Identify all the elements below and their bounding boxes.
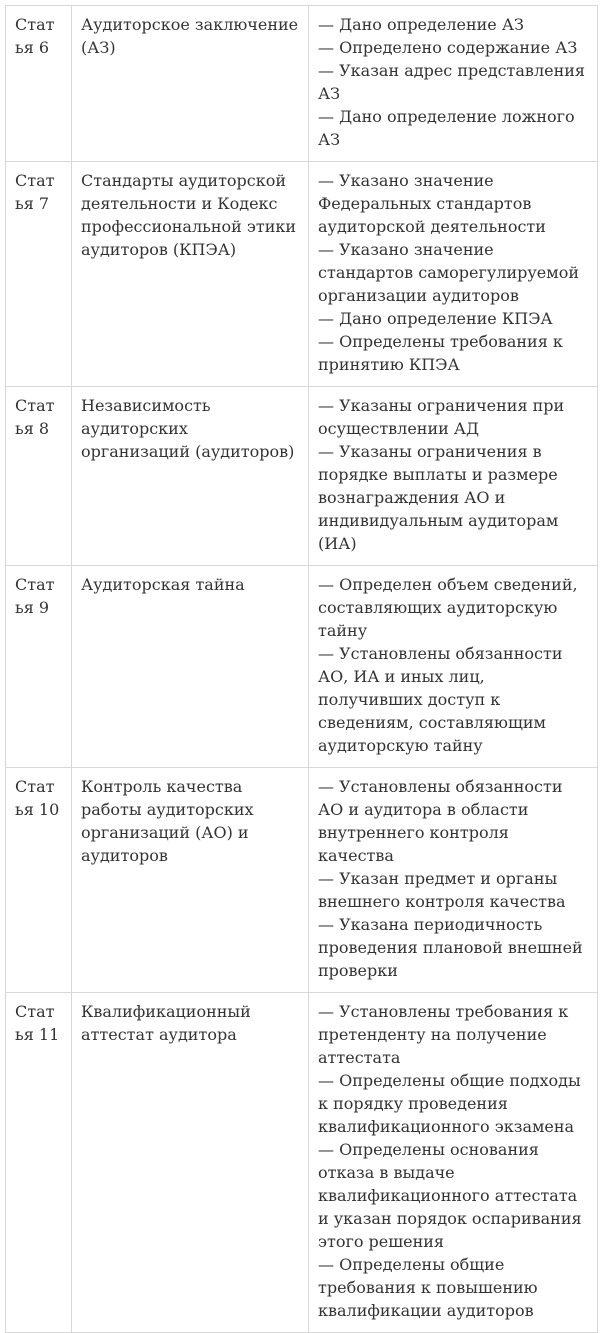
point-item: — Дано определение АЗ — [318, 15, 524, 34]
title-cell: Контроль качества работы аудиторских организаций (АО) и аудиторов — [72, 768, 309, 993]
point-item: — Указано значение стандартов саморегулируемой организации аудиторов — [318, 240, 580, 305]
points-cell — [309, 162, 598, 387]
table-row — [6, 993, 598, 1333]
title-cell: Аудиторская тайна — [72, 566, 309, 768]
point-item: — Установлены обязанности АО и аудитора в области внутреннего контроля качества — [318, 777, 563, 865]
point-item: — Определены основания отказа в выдаче квалификационного аттестата и указан порядок оспаривания этого решения — [318, 1140, 582, 1251]
point-item: — Указана периодичность проведения плановой внешней проверки — [318, 915, 583, 980]
points-cell — [309, 768, 598, 993]
point-item: — Установлены обязанности АО, ИА и иных лиц, получивших доступ к сведениям, составляющим аудиторскую тайну — [318, 644, 563, 755]
point-item: — Определены требования к принятию КПЭА — [318, 332, 563, 374]
point-item: — Определены общие требования к повышению квалификации аудиторов — [318, 1255, 538, 1320]
point-item: — Указано значение Федеральных стандартов аудиторской деятельности — [318, 171, 546, 236]
point-item: — Установлены требования к претенденту на получение аттестата — [318, 1002, 569, 1067]
article-cell: Статья 7 — [6, 162, 72, 387]
articles-table — [5, 5, 598, 1333]
point-item: — Дано определение КПЭА — [318, 309, 553, 328]
article-cell: Статья 8 — [6, 387, 72, 566]
point-item: — Определено содержание АЗ — [318, 38, 578, 57]
title-cell: Стандарты аудиторской деятельности и Кодекс профессиональной этики аудиторов (КПЭА) — [72, 162, 309, 387]
point-item: — Указан предмет и органы внешнего контроля качества — [318, 869, 566, 911]
point-item: — Определены общие подходы к порядку проведения квалификационного экзамена — [318, 1071, 581, 1136]
points-cell — [309, 566, 598, 768]
article-cell: Статья 10 — [6, 768, 72, 993]
article-cell: Статья 11 — [6, 993, 72, 1333]
table-row — [6, 162, 598, 387]
table-row — [6, 6, 598, 162]
article-cell: Статья 9 — [6, 566, 72, 768]
title-cell: Квалификационный аттестат аудитора — [72, 993, 309, 1333]
table-row — [6, 566, 598, 768]
points-cell — [309, 387, 598, 566]
articles-table-body — [6, 6, 598, 1333]
table-row — [6, 387, 598, 566]
point-item: — Указаны ограничения в порядке выплаты и размере вознаграждения АО и индивидуальным аудиторам (ИА) — [318, 442, 559, 553]
point-item: — Дано определение ложного АЗ — [318, 107, 575, 149]
title-cell: Независимость аудиторских организаций (аудиторов) — [72, 387, 309, 566]
points-cell — [309, 993, 598, 1333]
point-item: — Определен объем сведений, составляющих аудиторскую тайну — [318, 575, 578, 640]
point-item: — Указан адрес представления АЗ — [318, 61, 585, 103]
title-cell: Аудиторское заключение (АЗ) — [72, 6, 309, 162]
table-row — [6, 768, 598, 993]
article-cell: Статья 6 — [6, 6, 72, 162]
point-item: — Указаны ограничения при осуществлении АД — [318, 396, 565, 438]
points-cell — [309, 6, 598, 162]
